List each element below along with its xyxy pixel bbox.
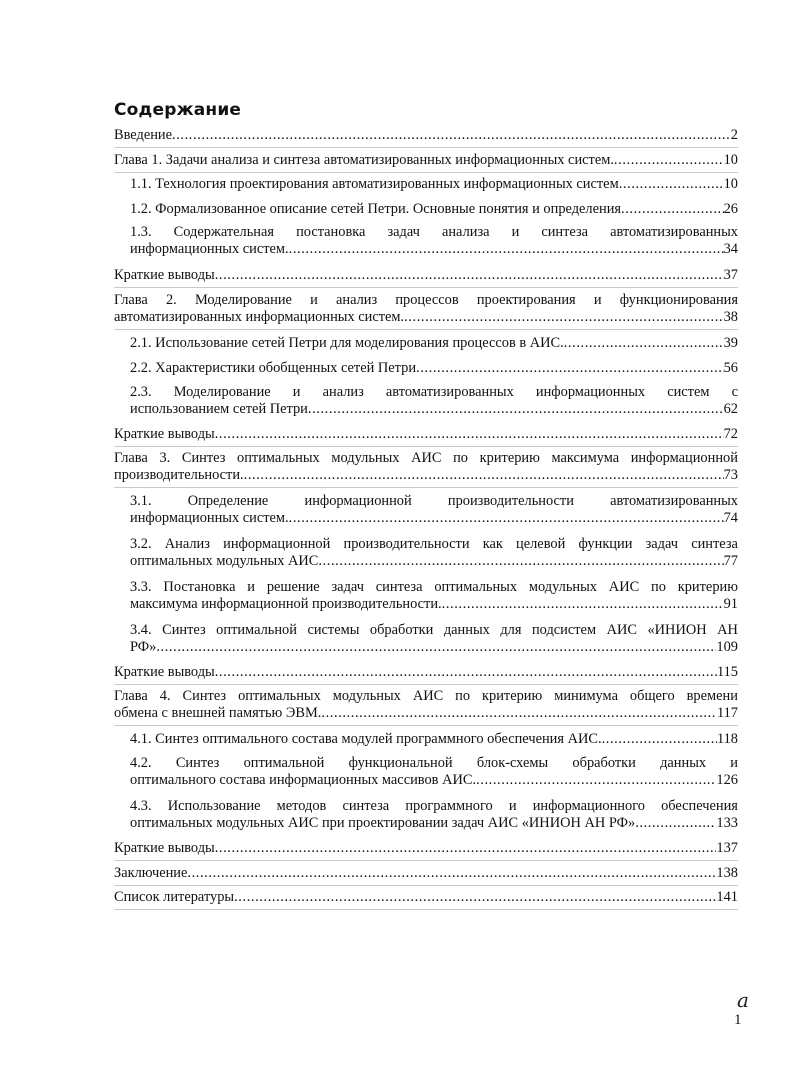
toc-entry-word: по <box>651 579 666 595</box>
toc-entry-page: 109 <box>716 639 738 655</box>
toc-entry-title: обмена с внешней памятью ЭВМ. <box>114 705 322 721</box>
toc-entry-word: 2.3. <box>130 384 152 400</box>
toc-entry-first-line <box>130 798 738 815</box>
dot-leader <box>442 596 724 613</box>
toc-entry[interactable] <box>130 731 738 748</box>
toc-entry-word: оптимальных <box>238 688 321 704</box>
toc-entry-title: информационных систем. <box>130 510 289 526</box>
toc-entry-word: оптимальной <box>216 622 297 638</box>
toc-entry-word: проектирования <box>476 292 576 308</box>
toc-entry-word: Моделирование <box>194 292 292 308</box>
toc-entry[interactable] <box>130 536 738 570</box>
toc-entry-word: функционирования <box>619 292 738 308</box>
dot-leader <box>635 815 716 832</box>
toc-entry-word: синтеза <box>691 536 738 552</box>
toc-entry-title: Заключение <box>114 865 188 881</box>
toc-entry-word: функции <box>578 536 633 552</box>
toc-entry-page: 141 <box>716 889 738 905</box>
toc-entry-word: АИС <box>608 579 640 595</box>
toc-entry-title: Глава 1. Задачи анализа и синтеза автоматизированных информационных систем. <box>114 152 614 168</box>
toc-entry[interactable] <box>114 127 738 144</box>
toc-entry-page: 62 <box>723 401 738 417</box>
toc-entry-title: 1.1. Технология проектирования автоматизированных информационных систем <box>130 176 619 192</box>
toc-entry-word: систем <box>667 384 710 400</box>
dot-leader <box>564 335 724 352</box>
dot-leader <box>244 467 724 484</box>
toc-entry-word: максимума <box>551 450 620 466</box>
toc-entry-page: 73 <box>723 467 738 483</box>
toc-entry-word: 4.2. <box>130 755 152 771</box>
toc-entry-word: АИС <box>412 688 444 704</box>
toc-entry-title: Список литературы <box>114 889 235 905</box>
toc-entry-page: 77 <box>723 553 738 569</box>
toc-entry-word: синтеза <box>541 224 589 240</box>
toc-entry-word: АИС <box>606 622 637 638</box>
dot-leader <box>172 127 731 144</box>
toc-entry-word: модульных <box>528 579 597 595</box>
page-title: Содержание <box>114 100 242 120</box>
toc-entry-first-line <box>130 579 738 596</box>
toc-entry-word: Глава <box>114 688 148 704</box>
separator-rule <box>114 860 738 861</box>
toc-entry-word: и <box>508 798 517 814</box>
toc-entry-word: 4.3. <box>130 798 152 814</box>
toc-entry-word: оптимальных <box>434 579 518 595</box>
toc-entry-word: Моделирование <box>173 384 271 400</box>
toc-entry-word: общего <box>629 688 675 704</box>
toc-entry-word: 3.2. <box>130 536 152 552</box>
toc-entry[interactable] <box>114 865 738 882</box>
toc-entry-page: 38 <box>723 309 738 325</box>
toc-entry-word: анализ <box>322 384 364 400</box>
separator-rule <box>114 909 738 910</box>
toc-entry[interactable] <box>114 292 738 326</box>
toc-entry-title: Краткие выводы <box>114 267 215 283</box>
toc-entry-page: 72 <box>723 426 738 442</box>
toc-entry-word: с <box>731 384 738 400</box>
toc-entry-word: 3.4. <box>130 622 152 638</box>
toc-entry-page: 91 <box>723 596 738 612</box>
dot-leader <box>404 309 724 326</box>
toc-entry-word: подсистем <box>531 622 597 638</box>
toc-entry-word: автоматизированных <box>610 493 738 509</box>
toc-entry-word: процессов <box>395 292 459 308</box>
toc-entry-word: анализ <box>335 292 378 308</box>
toc-entry-word: данных <box>443 622 490 638</box>
toc-entry-word: информационной <box>630 450 738 466</box>
toc-entry-title: 2.2. Характеристики обобщенных сетей Петри <box>130 360 417 376</box>
toc-entry-word: целевой <box>516 536 566 552</box>
toc-entry-word: программного <box>405 798 493 814</box>
toc-entry-word: Постановка <box>163 579 236 595</box>
dot-leader <box>215 664 717 681</box>
toc-entry[interactable] <box>130 622 738 656</box>
dot-leader <box>215 426 724 443</box>
toc-entry-word: и <box>511 224 520 240</box>
separator-rule <box>114 684 738 685</box>
dot-leader <box>621 201 724 218</box>
toc-entry-word: критерию <box>479 450 540 466</box>
toc-entry-word: как <box>482 536 503 552</box>
toc-entry[interactable] <box>114 889 738 906</box>
toc-entry-word: и <box>247 579 255 595</box>
toc-entry-word: Использование <box>167 798 261 814</box>
separator-rule <box>114 487 738 488</box>
separator-rule <box>114 172 738 173</box>
toc-entry-word: автоматизированных <box>385 384 514 400</box>
dot-leader <box>476 772 716 789</box>
dot-leader <box>234 889 716 906</box>
toc-entry-first-line <box>130 622 738 639</box>
toc-entry[interactable] <box>130 798 738 832</box>
toc-entry-word: по <box>453 450 469 466</box>
separator-rule <box>114 329 738 330</box>
toc-entry-word: информационной <box>223 536 331 552</box>
toc-entry[interactable] <box>114 267 738 284</box>
dot-leader <box>289 241 724 258</box>
toc-entry-page: 115 <box>716 664 738 680</box>
toc-entry-word: и <box>310 292 318 308</box>
dot-leader <box>619 176 724 193</box>
dot-leader <box>215 840 717 857</box>
toc-entry[interactable] <box>130 335 738 352</box>
toc-entry-page: 133 <box>716 815 738 831</box>
toc-entry-word: блок-схемы <box>476 755 549 771</box>
toc-entry-word: модульных <box>332 688 401 704</box>
toc-entry-page: 2 <box>730 127 738 143</box>
toc-entry-word: Синтез <box>182 688 227 704</box>
toc-entry-word: обеспечения <box>661 798 738 814</box>
dot-leader <box>321 705 717 722</box>
toc-entry-word: 1.3. <box>130 224 152 240</box>
toc-entry-word: 3. <box>159 450 171 466</box>
toc-entry-page: 137 <box>716 840 738 856</box>
toc-entry-word: синтеза <box>375 579 423 595</box>
toc-entry-first-line <box>114 450 738 467</box>
toc-entry-word: задач <box>387 224 420 240</box>
toc-entry-title: использованием сетей Петри <box>130 401 308 417</box>
toc-entry-title: Краткие выводы <box>114 664 215 680</box>
toc-entry-word: Синтез <box>175 755 220 771</box>
toc-entry-first-line <box>114 688 738 705</box>
toc-entry-word: задач <box>331 579 364 595</box>
toc-entry-word: Анализ <box>164 536 210 552</box>
toc-entry-page: 74 <box>723 510 738 526</box>
toc-entry-word: информационной <box>304 493 412 509</box>
dot-leader <box>416 360 724 377</box>
toc-entry-page: 37 <box>723 267 738 283</box>
toc-entry-title: информационных систем. <box>130 241 289 257</box>
toc-entry-word: критерию <box>482 688 543 704</box>
toc-entry-word: 2. <box>165 292 177 308</box>
toc-entry[interactable] <box>114 840 738 857</box>
separator-rule <box>114 287 738 288</box>
toc-entry-word: критерию <box>677 579 738 595</box>
dot-leader <box>187 865 716 882</box>
toc-entry-word: для <box>500 622 522 638</box>
toc-entry[interactable] <box>114 688 738 722</box>
separator-rule <box>114 147 738 148</box>
toc-entry-word: модульных <box>331 450 400 466</box>
toc-entry-word: анализа <box>441 224 490 240</box>
toc-entry-title: Введение <box>114 127 173 143</box>
toc-entry-word: производительности <box>343 536 470 552</box>
toc-entry-page: 117 <box>716 705 738 721</box>
toc-entry[interactable] <box>130 176 738 193</box>
toc-entry[interactable] <box>130 579 738 613</box>
toc-entry-word: Синтез <box>162 622 206 638</box>
toc-entry-first-line <box>130 536 738 553</box>
toc-entry-word: функциональной <box>348 755 453 771</box>
toc-entry[interactable] <box>114 664 738 681</box>
toc-entry-word: Глава <box>114 450 148 466</box>
toc-entry-word: по <box>455 688 471 704</box>
toc-entry-word: обработки <box>369 622 434 638</box>
toc-entry-word: решение <box>266 579 320 595</box>
toc-entry-word: задач <box>645 536 679 552</box>
dot-leader <box>156 639 716 656</box>
toc-entry-word: Содержательная <box>173 224 275 240</box>
toc-entry-word: АИС <box>411 450 442 466</box>
toc-entry-title: 4.1. Синтез оптимального состава модулей программного обеспечения АИС. <box>130 731 602 747</box>
toc-entry-first-line <box>130 493 738 510</box>
toc-entry-title: оптимальных модульных АИС <box>130 553 319 569</box>
toc-entry-word: и <box>593 292 602 308</box>
toc-entry-word: оптимальной <box>243 755 325 771</box>
toc-entry-page: 34 <box>723 241 738 257</box>
toc-entry-word: АН <box>717 622 738 638</box>
dot-leader <box>289 510 724 527</box>
toc-entry-word: 4. <box>159 688 171 704</box>
toc-entry-word: 3.3. <box>130 579 152 595</box>
handwritten-initial: a <box>737 988 749 1012</box>
toc-entry-word: информационного <box>532 798 645 814</box>
toc-entry-word: постановка <box>296 224 366 240</box>
toc-entry-page: 56 <box>723 360 738 376</box>
toc-entry-word: данных <box>660 755 707 771</box>
toc-entry-word: Синтез <box>181 450 226 466</box>
toc-entry-word: Определение <box>187 493 269 509</box>
toc-entry-word: и <box>292 384 301 400</box>
toc-entry[interactable] <box>114 426 738 443</box>
toc-entry[interactable] <box>130 755 738 789</box>
toc-entry[interactable] <box>130 384 738 418</box>
toc-entry-word: и <box>730 755 738 771</box>
toc-entry-title: 2.1. Использование сетей Петри для моделирования процессов в АИС. <box>130 335 564 351</box>
toc-entry-word: информационных <box>535 384 646 400</box>
toc-entry[interactable] <box>114 450 738 484</box>
toc-entry-page: 10 <box>723 152 738 168</box>
toc-entry-title: Краткие выводы <box>114 840 215 856</box>
toc-entry-word: производительности <box>447 493 574 509</box>
toc-entry-word: системы <box>307 622 360 638</box>
separator-rule <box>114 725 738 726</box>
separator-rule <box>114 446 738 447</box>
toc-entry-page: 118 <box>716 731 738 747</box>
toc-entry-word: автоматизированных <box>610 224 738 240</box>
toc-entry-first-line <box>130 384 738 401</box>
toc-entry-page: 26 <box>723 201 738 217</box>
toc-entry-word: 3.1. <box>130 493 152 509</box>
toc-entry-word: оптимальных <box>237 450 320 466</box>
toc-entry-word: «ИНИОН <box>647 622 707 638</box>
toc-entry[interactable] <box>130 224 738 258</box>
toc-entry-first-line <box>130 755 738 772</box>
toc-entry-title: автоматизированных информационных систем. <box>114 309 405 325</box>
dot-leader <box>614 152 724 169</box>
toc-entry-word: времени <box>686 688 738 704</box>
toc-entry-title: оптимальных модульных АИС при проектировании задач АИС «ИНИОН АН РФ» <box>130 815 636 831</box>
page-number: 1 <box>734 1012 742 1028</box>
toc-entry-first-line <box>114 292 738 309</box>
toc-entry-first-line <box>130 224 738 241</box>
dot-leader <box>308 401 724 418</box>
toc-entry-page: 10 <box>723 176 738 192</box>
toc-entry-word: обработки <box>572 755 636 771</box>
toc-entry[interactable] <box>130 201 738 218</box>
toc-entry-title: РФ» <box>130 639 157 655</box>
toc-entry-title: максимума информационной производительности. <box>130 596 442 612</box>
toc-entry-word: синтеза <box>342 798 390 814</box>
toc-entry-title: 1.2. Формализованное описание сетей Петри. Основные понятия и определения <box>130 201 622 217</box>
dot-leader <box>215 267 724 284</box>
toc-entry-title: производительности. <box>114 467 244 483</box>
toc-entry-word: методов <box>276 798 327 814</box>
toc-entry[interactable] <box>130 360 738 377</box>
dot-leader <box>602 731 717 748</box>
toc-entry-word: минимума <box>554 688 618 704</box>
toc-entry-title: Краткие выводы <box>114 426 215 442</box>
toc-entry-page: 126 <box>716 772 738 788</box>
dot-leader <box>318 553 723 570</box>
toc-entry-page: 138 <box>716 865 738 881</box>
toc-entry-page: 39 <box>723 335 738 351</box>
toc-entry-word: Глава <box>114 292 148 308</box>
toc-entry-title: оптимального состава информационных массивов АИС. <box>130 772 477 788</box>
toc-entry[interactable] <box>114 152 738 169</box>
toc-entry[interactable] <box>130 493 738 527</box>
separator-rule <box>114 885 738 886</box>
